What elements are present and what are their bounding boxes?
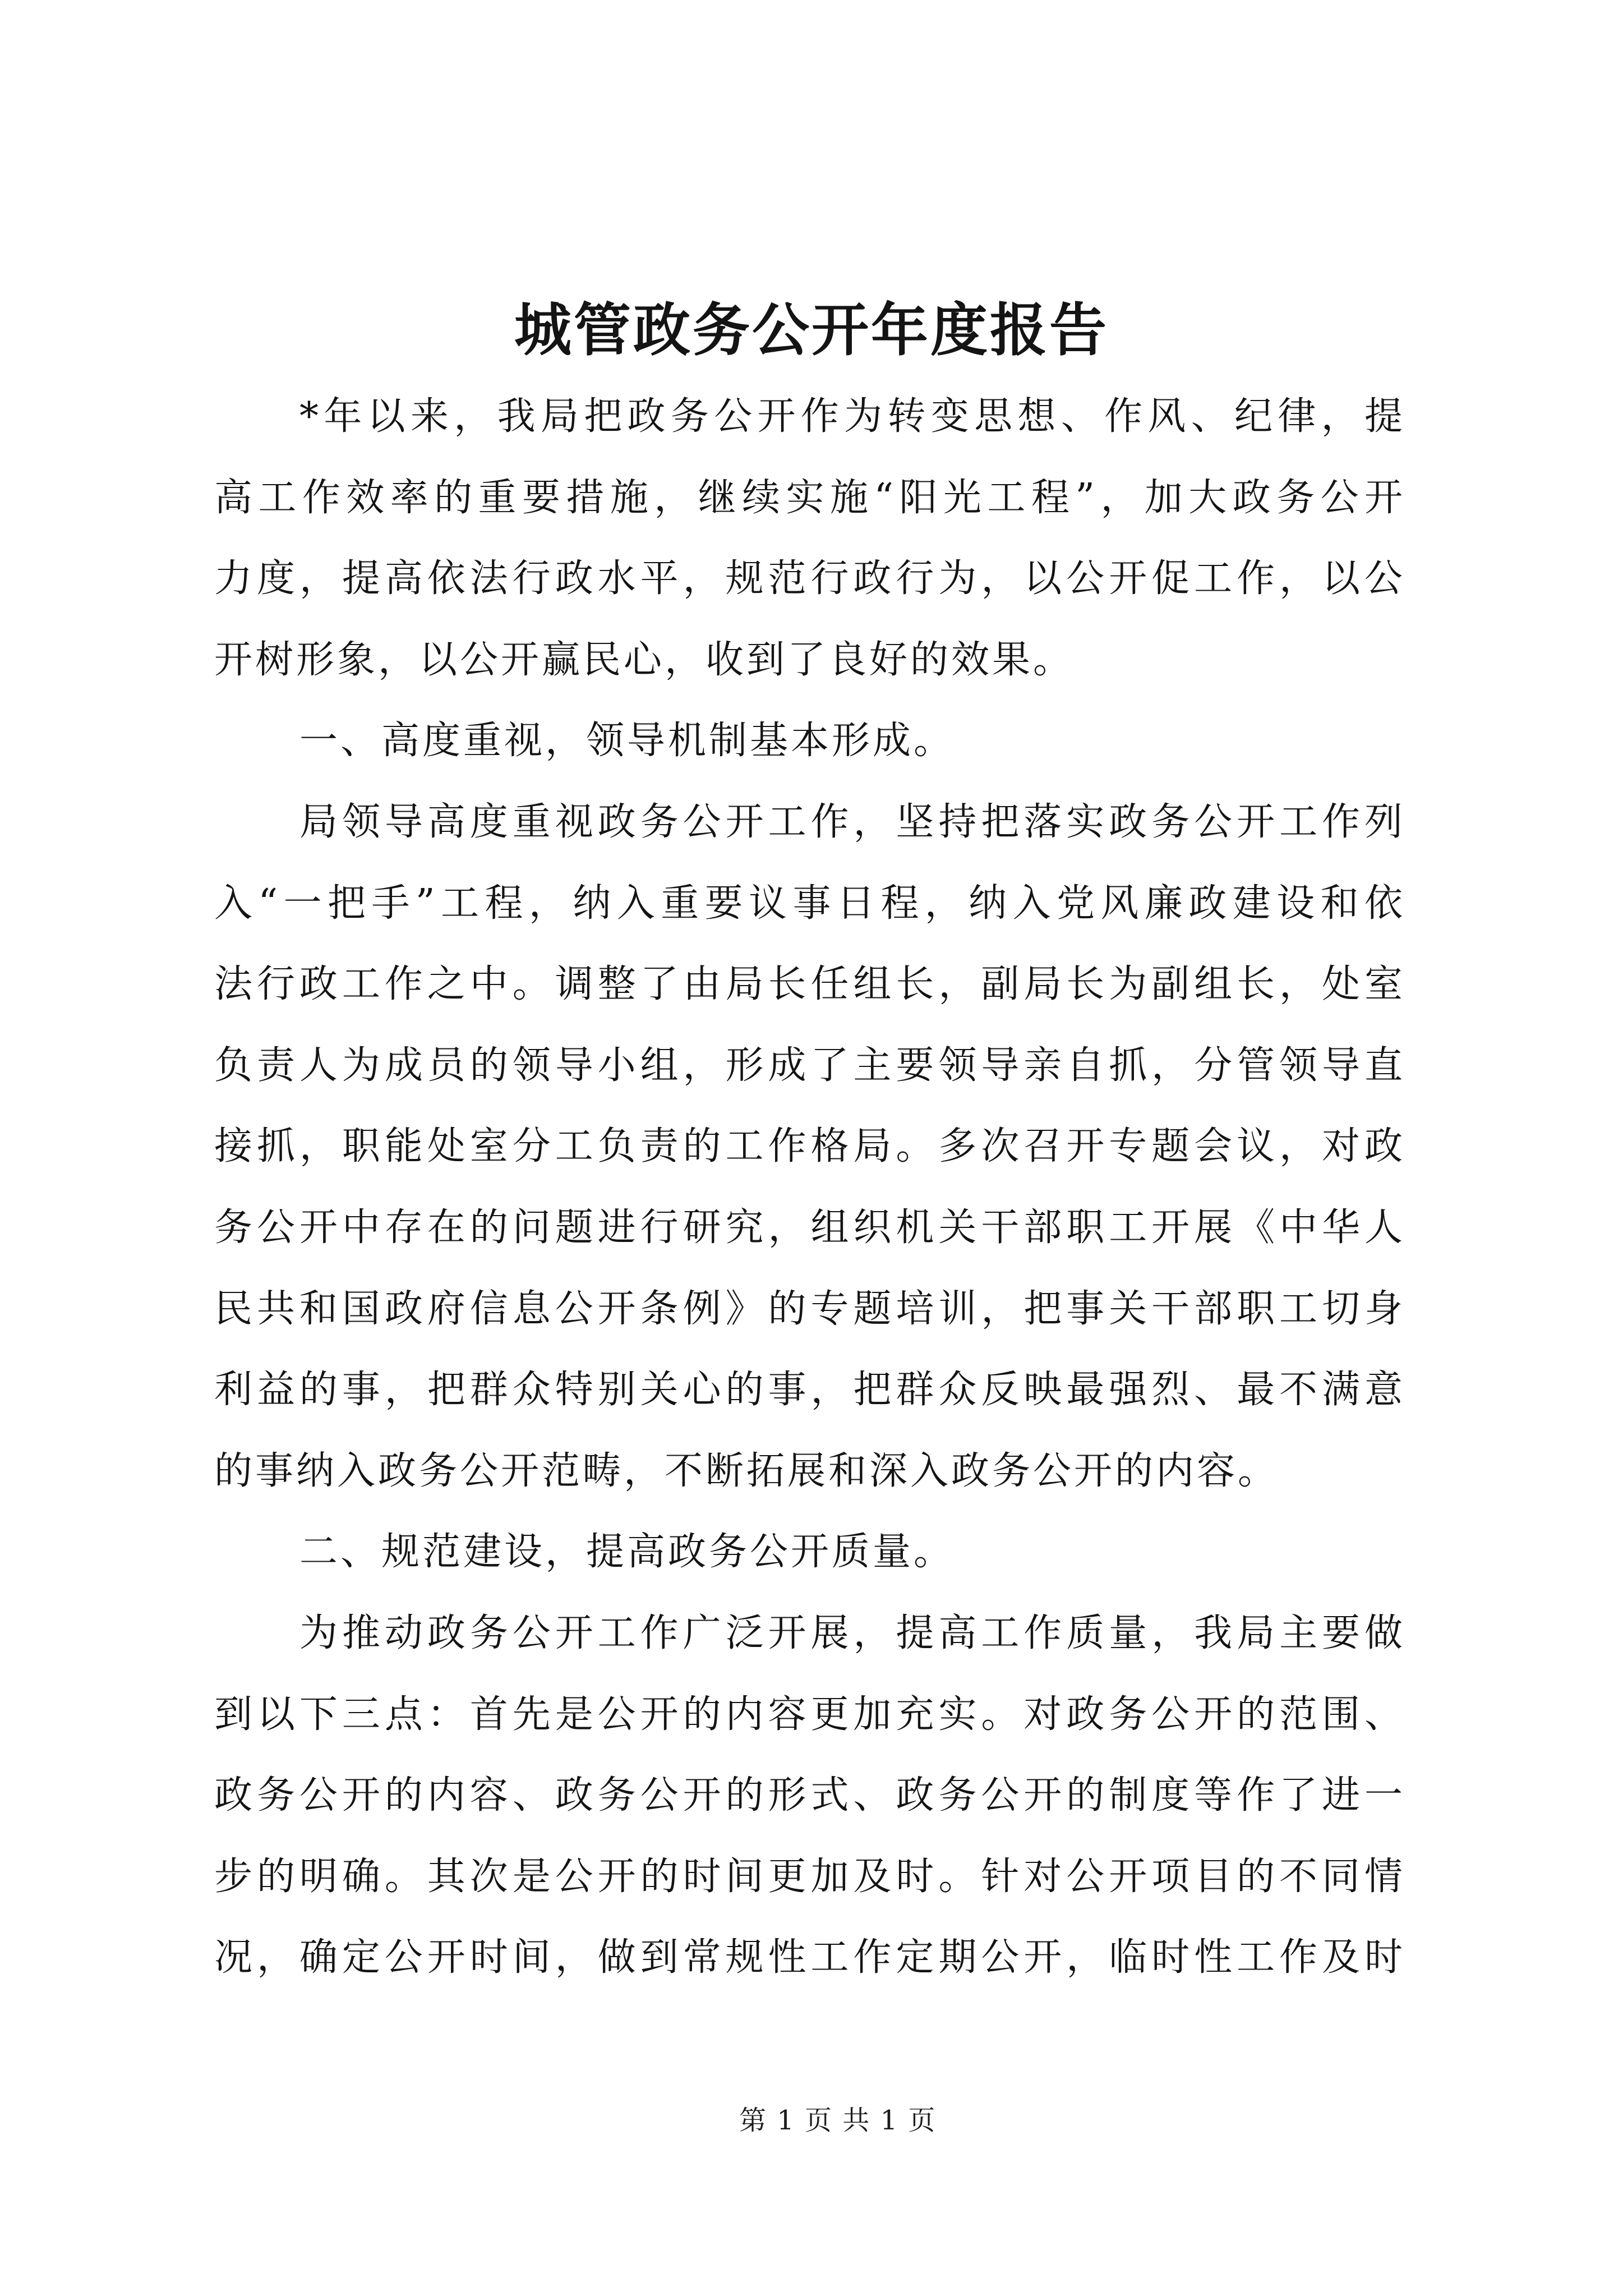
body-line: 的事纳入政务公开范畴，不断拓展和深入政务公开的内容。 — [214, 1448, 1279, 1493]
body-line: 步的明确。其次是公开的时间更加及时。针对公开项目的不同情 — [214, 1854, 1405, 1899]
body-line: 法行政工作之中。调整了由局长任组长，副局长为副组长，处室 — [214, 962, 1405, 1007]
page-number-footer: 第 1 页 共 1 页 — [739, 2105, 937, 2136]
body-line: 为推动政务公开工作广泛开展，提高工作质量，我局主要做 — [299, 1611, 1405, 1655]
section-heading-line: 一、高度重视，领导机制基本形成。 — [299, 719, 955, 763]
body-line: 局领导高度重视政务公开工作，坚持把落实政务公开工作列 — [299, 799, 1405, 844]
body-line: 利益的事，把群众特别关心的事，把群众反映最强烈、最不满意 — [214, 1368, 1405, 1412]
body-line: 高工作效率的重要措施，继续实施“阳光工程”，加大政务公开 — [214, 475, 1405, 520]
body-line: 开树形象，以公开赢民心，收到了良好的效果。 — [214, 637, 1075, 682]
paragraph-section-2 — [214, 1593, 1405, 1999]
section-heading-2 — [214, 1512, 1405, 1593]
body-line: 政务公开的内容、政务公开的形式、政务公开的制度等作了进一 — [214, 1773, 1405, 1818]
paragraph-section-1 — [214, 782, 1405, 1512]
section-heading-1 — [214, 701, 1405, 782]
body-line: 到以下三点：首先是公开的内容更加充实。对政务公开的范围、 — [214, 1692, 1405, 1737]
body-line: 入“一把手”工程，纳入重要议事日程，纳入党风廉政建设和依 — [214, 881, 1405, 926]
body-line: 况，确定公开时间，做到常规性工作定期公开，临时性工作及时 — [214, 1935, 1405, 1980]
body-line: *年以来，我局把政务公开作为转变思想、作风、纪律，提 — [299, 394, 1405, 439]
document-title: 城管政务公开年度报告 — [514, 297, 1109, 364]
body-line: 民共和国政府信息公开条例》的专题培训，把事关干部职工切身 — [214, 1286, 1405, 1331]
document-body — [214, 376, 1405, 1999]
body-line: 接抓，职能处室分工负责的工作格局。多次召开专题会议，对政 — [214, 1124, 1405, 1169]
body-line: 负责人为成员的领导小组，形成了主要领导亲自抓，分管领导直 — [214, 1043, 1405, 1088]
section-heading-line: 二、规范建设，提高政务公开质量。 — [299, 1530, 955, 1575]
paragraph-intro — [214, 376, 1405, 701]
body-line: 力度，提高依法行政水平，规范行政行为，以公开促工作，以公 — [214, 556, 1405, 601]
body-line: 务公开中存在的问题进行研究，组织机关干部职工开展《中华人 — [214, 1205, 1405, 1250]
